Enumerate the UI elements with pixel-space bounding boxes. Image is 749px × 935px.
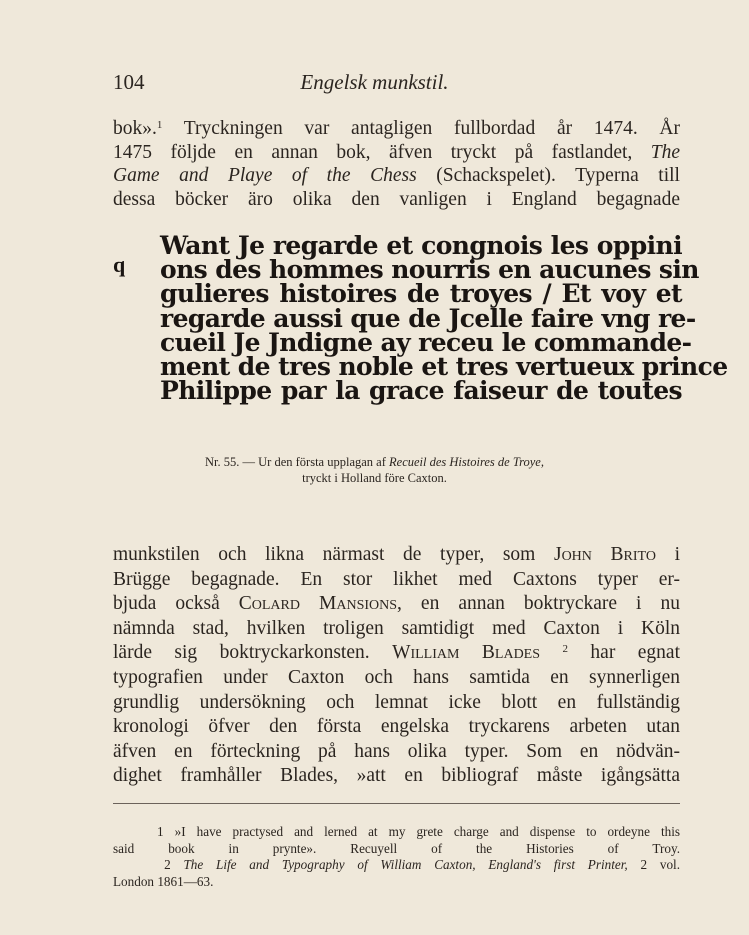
blackletter-line: ment de tres noble et tres vertueux prince	[160, 352, 728, 381]
text-run: 2 vol.	[627, 857, 680, 872]
text-run: The Life and Typography of William Caxton, England's first Printer,	[183, 857, 628, 872]
text-run: 1 »I have practysed and lerned at my grete charge and dispense to ordeyne this	[113, 824, 680, 839]
text-run: typografien under Caxton och hans samtida en synnerligen	[113, 667, 680, 688]
caption-line	[0, 454, 749, 470]
text-run: äfven en förteckning på hans olika typer. Som en nödvän-	[113, 740, 680, 762]
text-run: said book in prynte». Recuyell of the Histories of Troy.	[113, 840, 680, 856]
text-run: i	[655, 544, 680, 565]
blackletter-line: Want Je regarde et congnois les oppini	[160, 231, 682, 260]
text-run: har egnat	[567, 642, 680, 664]
text-line	[113, 764, 680, 788]
blackletter-line: cueil Je Jndigne ay receu le commande-	[160, 327, 692, 357]
text-line	[113, 117, 680, 141]
text-line	[113, 568, 680, 592]
text-run: Colard Mansions	[238, 593, 398, 615]
blackletter-line: gulieres histoires de troyes / Et voy et	[160, 279, 682, 309]
footnote-line	[113, 824, 680, 840]
text-run: bjuda också	[113, 593, 239, 615]
text-run: Tryckningen var antagligen fullbordad år 1474. År	[162, 118, 680, 139]
text-run: (Schackspelet). Typerna till	[416, 165, 680, 186]
text-line	[113, 641, 680, 665]
text-run: bok».	[113, 118, 157, 139]
caption-line	[0, 470, 749, 486]
footnote-line	[113, 857, 680, 873]
text-run: John Brito	[553, 544, 656, 565]
text-line	[113, 141, 680, 165]
footnote-line	[113, 874, 680, 890]
blackletter-line: Philippe par la grace faiseur de toutes	[160, 376, 682, 406]
page-number: 104	[113, 70, 145, 94]
footnote-ref: 1	[156, 119, 163, 131]
guide-letter: q	[113, 252, 126, 277]
text-run: Recueil des Histoires de Troye,	[389, 455, 544, 469]
text-run: tryckt i Holland före Caxton.	[302, 471, 447, 485]
text-run: nämnda stad, hvilken troligen samtidigt med Caxton i Köln	[113, 617, 680, 639]
text-line	[113, 164, 680, 188]
text-run: lärde sig boktryckarkonsten.	[113, 642, 393, 664]
text-line	[113, 617, 680, 641]
footnote-ref: 2	[562, 643, 568, 656]
text-run: London 1861—63.	[113, 873, 214, 889]
text-run: Nr. 55. — Ur den första upplagan af	[205, 455, 390, 469]
text-run: grundlig undersökning och lemnat icke blott en fullständig	[113, 691, 680, 713]
text-line	[113, 740, 680, 764]
text-run: Game and Playe of the Chess	[113, 165, 417, 186]
text-line	[113, 691, 680, 715]
text-line	[113, 715, 680, 739]
footnote-line	[113, 841, 680, 857]
text-run: William Blades	[392, 642, 541, 664]
running-title: Engelsk munkstil.	[300, 70, 449, 94]
text-run: 1475 följde en annan bok, äfven tryckt på fastlandet,	[113, 141, 651, 163]
text-run	[540, 642, 562, 663]
footnote-rule	[113, 803, 680, 804]
text-line	[113, 543, 680, 567]
text-run: , en annan boktryckare i nu	[397, 593, 680, 615]
text-run: dighet framhåller Blades, »att en bibliograf måste igångsätta	[113, 765, 680, 787]
text-run: 2	[113, 857, 184, 872]
text-run: The	[650, 141, 680, 163]
text-line	[113, 188, 680, 212]
text-line	[113, 592, 680, 616]
text-run: Brügge begagnade. En stor likhet med Caxtons typer er-	[113, 568, 680, 590]
text-run: munkstilen och likna närmast de typer, som	[113, 544, 554, 565]
blackletter-line: regarde aussi que de Jcelle faire vng re-	[160, 303, 696, 333]
blackletter-line: ons des hommes nourris en aucunes sin	[160, 255, 699, 285]
text-line	[113, 666, 680, 690]
text-run: kronologi öfver den första engelska tryckarens arbeten utan	[113, 716, 680, 738]
text-run: dessa böcker äro olika den vanligen i England begagnade	[113, 188, 680, 210]
